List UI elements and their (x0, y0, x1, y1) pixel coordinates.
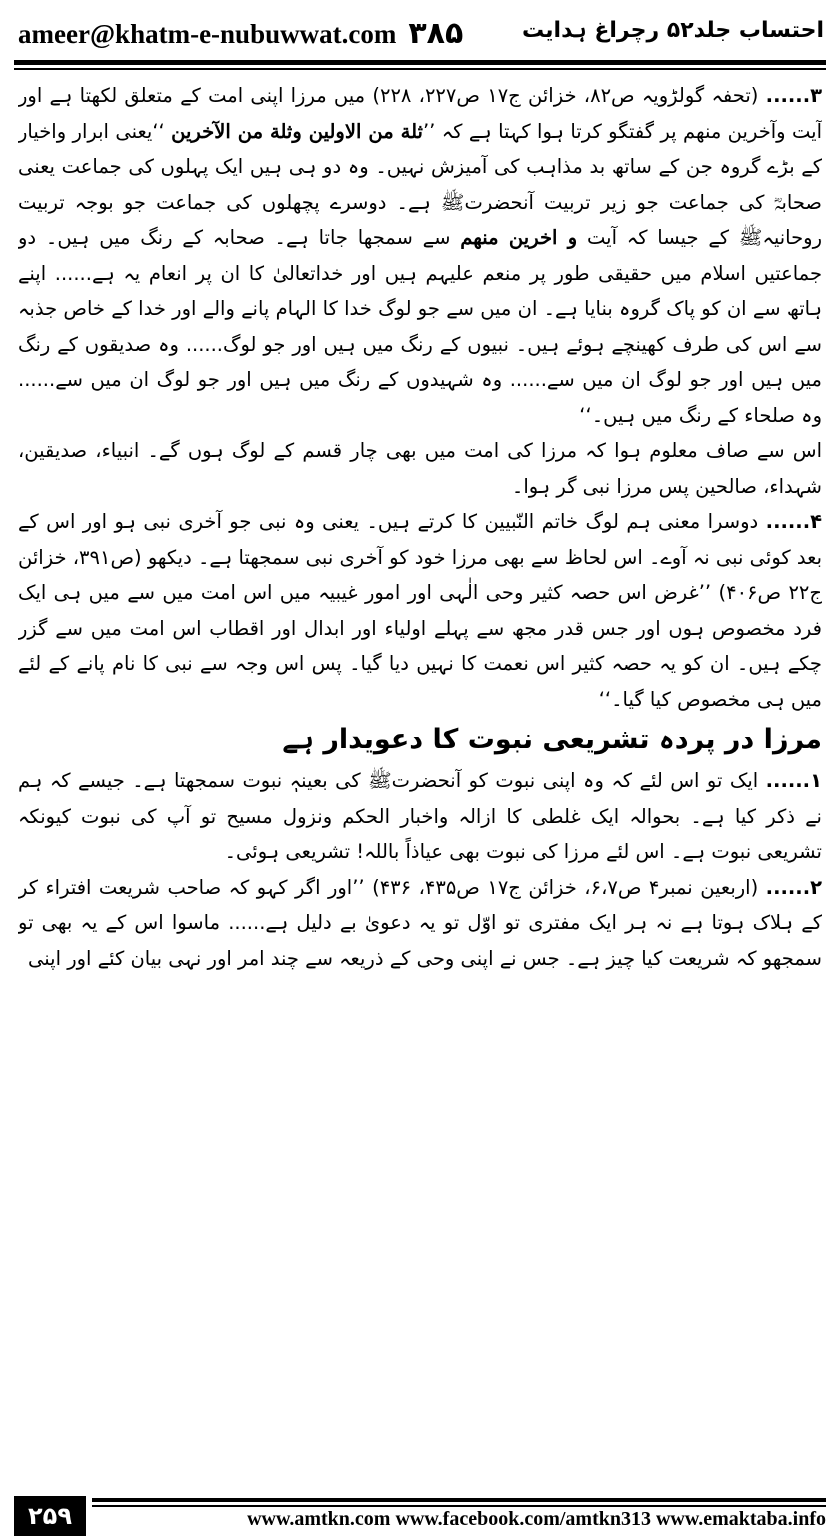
paragraph-text: سے سمجھا جاتا ہے۔ صحابہ کے رنگ میں ہیں۔ دو جماعتیں اسلام میں حقیقی طور پر منعم علیہم ہیں اور خداتعالیٰ کا ان پر انعام یہ ہے...... اپنے ہاتھ سے ان کو پاک گروہ بنایا ہے۔ ان میں سے جو لوگ خدا کا الہام پانے والے اور خدا کے خاص جذبہ سے اس کی طرف کھینچے ہوئے ہیں۔ نبیوں کے رنگ میں ہیں اور جو لوگ...... وہ صدیقوں کے رنگ میں ہیں اور جو لوگ ان میں سے...... وہ شہیدوں کے رنگ میں ہیں اور جو لوگ ان میں سے...... وہ صلحاء کے رنگ میں ہیں۔‘‘ (18, 226, 822, 427)
page-header (14, 8, 826, 56)
paragraph-number: ۱...... (765, 769, 822, 792)
page-footer (14, 1496, 826, 1538)
header-rule-thick (14, 60, 826, 65)
header-left (18, 16, 463, 51)
paragraph-number: ۳...... (765, 84, 822, 107)
header-email[interactable]: ameer@khatm-e-nubuwwat.com (18, 19, 397, 49)
paragraph-2 (18, 870, 822, 977)
footer-page-number: ۲۵۹ (14, 1496, 86, 1536)
footer-rule-thick (92, 1498, 826, 1502)
paragraph-text: (تحفہ گولڑویہ ص۸۲، خزائن ج۱۷ ص۲۲۷، ۲۲۸) میں مرزا اپنی امت کے متعلق لکھتا ہے اور آیت وآخرین منھم پر گفتگو کرتا ہوا کہتا ہے کہ ’’ (18, 84, 822, 143)
header-rule-thin (14, 68, 826, 70)
footer-links[interactable]: www.amtkn.com www.facebook.com/amtkn313 www.emaktaba.info (247, 1508, 826, 1530)
paragraph-text: دوسرا معنی ہم لوگ خاتم النّبیین کا کرتے ہیں۔ یعنی وہ نبی جو آخری نبی ہو اور اس کے بعد کوئی نبی نہ آوے۔ اس لحاظ سے بھی مرزا خود کو آخری نبی سمجھتا ہے۔ دیکھو (ص۳۹۱، خزائن ج۲۲ ص۴۰۶) ’’غرض اس حصہ کثیر وحی الٰہی اور امور غیبیہ میں اس امت میں سے میں ہی ایک فرد مخصوص ہوں اور جس قدر مجھ سے پہلے اولیاء اور ابدال اور اقطاب اس امت میں سے گزر چکے ہیں۔ ان کو یہ حصہ کثیر اس نعمت کا نہیں دیا گیا۔ پس اس وجہ سے نبی کا نام پانے کے لئے میں ہی مخصوص کیا گیا۔‘‘ (18, 510, 822, 711)
section-heading: مرزا در پردہ تشریعی نبوت کا دعویدار ہے (282, 724, 822, 755)
paragraph-text: ‘‘یعنی ابرار واخیار کے بڑے گروہ جن کے ساتھ بد مذاہب کی آمیزش نہیں۔ وہ دو ہی ہیں ایک پہلوں کی جماعت یعنی صحابہؓ کی جماعت جو زیر تربیت آنحضرتﷺ ہے۔ دوسرے پچھلوں کی جماعت جو بوجہ تربیت روحانیہﷺ کے جیسا کہ آیت (18, 119, 822, 249)
arabic-quote: و اخرین منھم (460, 226, 578, 249)
paragraph-text: (اربعین نمبر۴ ص۶،۷، خزائن ج۱۷ ص۴۳۵، ۴۳۶) ’’اور اگر کہو کہ صاحب شریعت افتراء کر کے ہلاک ہوتا ہے نہ ہر ایک مفتری تو اوّل تو یہ دعویٰ بے دلیل ہے...... ماسوا اس کے یہ بھی تو سمجھو کہ شریعت کیا چیز ہے۔ جس نے اپنی وحی کے ذریعہ سے چند امر اور نہی بیان کئے اور اپنی (18, 875, 822, 970)
footer-rule-thin (92, 1505, 826, 1507)
header-page-number: ۳۸۵ (408, 16, 464, 51)
paragraph-4 (18, 504, 822, 717)
header-book-title: احتساب جلد۵۲ رچراغ ہدایت (522, 18, 824, 43)
paragraph-3 (18, 78, 822, 433)
paragraph-text: ایک تو اس لئے کہ وہ اپنی نبوت کو آنحضرتﷺ کی بعینہٖ نبوت سمجھتا ہے۔ جیسے کہ ہم نے ذکر کیا ہے۔ بحوالہ ایک غلطی کا ازالہ واخبار الحکم ونزول مسیح تو آپ کی نبوت کیونکہ تشریعی نبوت ہے۔ اس لئے مرزا کی نبوت بھی عیاذاً باللہ! تشریعی ہوئی۔ (18, 769, 822, 863)
paragraph-1 (18, 763, 822, 870)
paragraph-number: ۴...... (765, 510, 822, 533)
paragraph-number: ۲...... (765, 875, 822, 899)
paragraph-conclusion: اس سے صاف معلوم ہوا کہ مرزا کی امت میں بھی چار قسم کے لوگ ہوں گے۔ انبیاء، صدیقین، شہداء، صالحین پس مرزا نبی گر ہوا۔ (18, 439, 822, 498)
arabic-quote: ثلة من الاولین وثلة من الآخرین (171, 119, 423, 143)
page-body (18, 78, 822, 1478)
